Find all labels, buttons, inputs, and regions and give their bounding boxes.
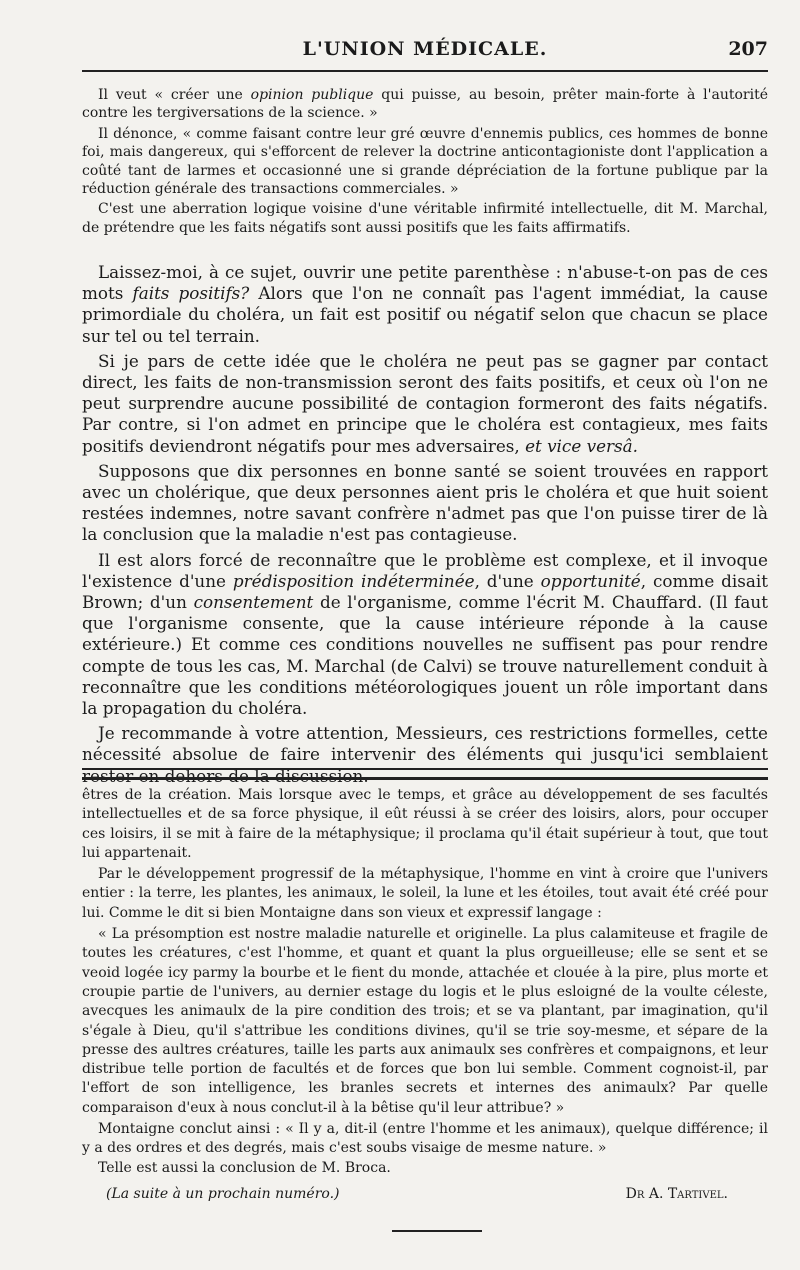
- journal-page: [82, 30, 768, 1240]
- continuation-note: (La suite à un prochain numéro.): [106, 1185, 340, 1202]
- paragraph: Par le développement progressif de la métaphysique, l'homme en vint à croire que l'univers entier : la terre, les plantes, les animaux, le soleil, la lune et les étoiles, tout avait été créé pour lui. Comme le dit si bien Montaigne dans son vieux et expressif langage :: [82, 866, 768, 921]
- paragraph: Il dénonce, « comme faisant contre leur gré œuvre d'ennemis publics, ces hommes de bonne foi, mais dangereux, qui s'efforcent de relever la doctrine anticontagioniste dont l'application a coûté tant de larmes et occasionné une si grande dépréciation de la fortune publique par la réduction générale des transactions commerciales. »: [82, 125, 768, 198]
- emphasis: opinion publique: [250, 87, 374, 103]
- emphasis: faits positifs?: [132, 283, 250, 304]
- paragraph: C'est une aberration logique voisine d'une véritable infirmité intellectuelle, dit M. Marchal, de prétendre que les faits négatifs sont aussi positifs que les faits affirmatifs.: [82, 201, 768, 236]
- feuilleton-section: [82, 786, 768, 1202]
- signature-line: [82, 1186, 768, 1202]
- quoted-section: [82, 86, 768, 237]
- text-run: qui puisse, au besoin, prêter main-forte à l'autorité contre les tergiversations de la science. »: [82, 87, 769, 122]
- paragraph: [82, 550, 768, 720]
- paragraph: [82, 86, 768, 123]
- text-run: Il veut « créer une: [98, 87, 251, 103]
- paragraph: [82, 262, 768, 347]
- text-run: Il est alors forcé de reconnaître que le problème est complexe, et il invoque l'existence d'une: [82, 549, 768, 591]
- text-run: , d'une: [474, 570, 541, 591]
- running-title: L'UNION MÉDICALE.: [302, 38, 548, 60]
- footer-rule: [392, 1230, 482, 1232]
- paragraph: Je recommande à votre attention, Messieurs, ces restrictions formelles, cette nécessité absolue de faire intervenir des éléments qui jusqu'ici semblaient rester en dehors de la discussion.: [82, 723, 768, 786]
- text-run: , comme disait Brown; d'un: [82, 570, 768, 613]
- paragraph: Telle est aussi la conclusion de M. Broca.: [98, 1159, 391, 1176]
- text-run: de l'organisme, comme l'écrit M. Chauffard. (Il faut que l'organisme consente, que la cause intérieure réponde à la cause extérieure.) Et comme ces conditions nouvelles ne suffisent pas pour rendre compte de tous les cas, M. Marchal (de Calvi) se trouve naturellement conduit à reconnaître que les conditions météorologiques jouent un rôle important dans la propagation du choléra.: [82, 592, 768, 719]
- paragraph: [82, 351, 768, 457]
- main-text-section: [82, 262, 768, 787]
- emphasis: et vice versâ.: [525, 435, 638, 456]
- text-run: Laissez-moi, à ce sujet, ouvrir une petite parenthèse : n'abuse-t-on pas de ces mots: [82, 262, 768, 304]
- author-signature: Dr A. Tartivel.: [625, 1185, 728, 1202]
- page-number: 207: [728, 38, 768, 60]
- paragraph: Montaigne conclut ainsi : « Il y a, dit-il (entre l'homme et les animaux), quelque différence; il y a des ordres et des degrés, mais c'est soubs visaige de mesme nature. »: [82, 1121, 768, 1157]
- page-header: [82, 38, 768, 68]
- text-run: Alors que l'on ne connaît pas l'agent immédiat, la cause primordiale du choléra, un fait est positif ou négatif selon que chacun se place sur tel ou tel terrain.: [82, 283, 768, 346]
- emphasis: opportunité: [540, 570, 641, 591]
- emphasis: prédisposition indéterminée: [232, 570, 475, 591]
- header-rule: [82, 70, 768, 72]
- paragraph: Supposons que dix personnes en bonne santé se soient trouvées en rapport avec un cholérique, que deux personnes aient pris le choléra et que huit soient restées indemnes, notre savant confrère n'admet pas que l'on puisse tirer de là la conclusion que la maladie n'est pas contagieuse.: [82, 460, 768, 545]
- paragraph: êtres de la création. Mais lorsque avec le temps, et grâce au développement de ses facultés intellectuelles et de sa force physique, il eût réussi à se créer des loisirs, alors, pour occuper ces loisirs, il se mit à faire de la métaphysique; il proclama qu'il était supérieur à tout, que tout lui appartenait.: [82, 787, 768, 861]
- quotation: « La présomption est nostre maladie naturelle et originelle. La plus calamiteuse et fragile de toutes les créatures, c'est l'homme, et quant et quant la plus orgueilleuse; elle se sent et se veoid logée icy parmy la bourbe et le fient du monde, attachée et clouée à la pire, plus morte et croupie partie de l'univers, au dernier estage du logis et le plus esloigné de la voulte céleste, avecques les animaulx de la pire condition des trois; et se va plantant, par imagination, qu'il s'égale à Dieu, qu'il s'attribue les conditions divines, qu'il se trie soy-mesme, et sépare de la presse des aultres créatures, taille les parts aux animaulx ses confrères et compaignons, et leur distribue telle portion de facultés et de forces que bon lui semble. Comment cognoist-il, par l'effort de son intelligence, les branles secrets et internes des animaulx? Par quelle comparaison d'eux à nous conclut-il à la bêtise qu'il leur attribue? »: [82, 926, 768, 1116]
- section-divider: [82, 768, 768, 780]
- emphasis: consentement: [193, 592, 314, 613]
- text-run: Si je pars de cette idée que le choléra ne peut pas se gagner par contact direct, les faits de non-transmission seront des faits positifs, et ceux où l'on ne peut surprendre aucune possibilité de contagion formeront des faits négatifs. Par contre, si l'on admet en principe que le choléra est contagieux, mes faits positifs deviendront négatifs pour mes adversaires,: [82, 350, 768, 456]
